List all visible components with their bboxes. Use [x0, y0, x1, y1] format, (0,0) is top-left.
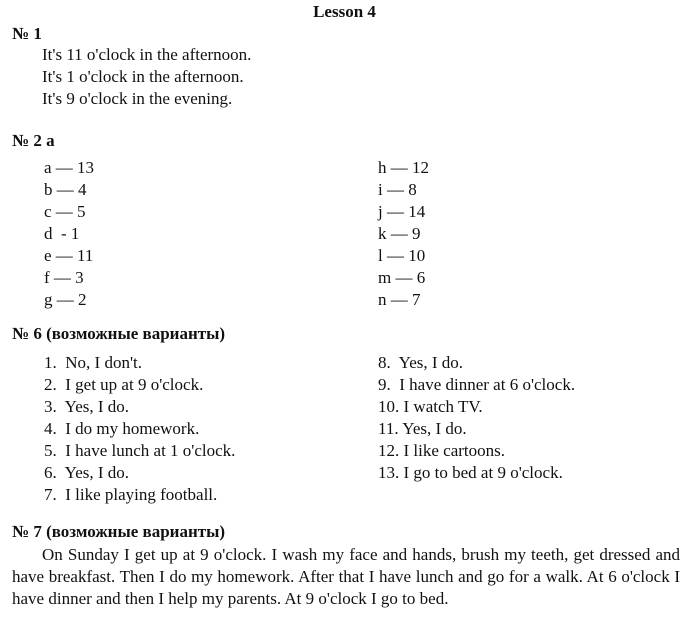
ex6-right-answer: 9. I have dinner at 6 o'clock.	[378, 375, 576, 394]
ex6-right-answer: 12. I like cartoons.	[378, 441, 505, 460]
ex6-left-answer: 1. No, I don't.	[44, 353, 142, 372]
ex6-left-answer: 2. I get up at 9 o'clock.	[44, 375, 204, 394]
ex2-left-item: b — 4	[44, 180, 87, 199]
ex1-line: It's 9 o'clock in the evening.	[42, 89, 233, 108]
lesson-title: Lesson 4	[313, 2, 376, 21]
ex2-left-item: d - 1	[44, 224, 80, 243]
ex1-line: It's 11 o'clock in the afternoon.	[42, 45, 252, 64]
exercise-2a-heading: № 2 a	[12, 131, 55, 150]
ex2-left-item: c — 5	[44, 202, 86, 221]
exercise-1-heading: № 1	[12, 24, 42, 43]
ex6-right-answer: 10. I watch TV.	[378, 397, 483, 416]
ex6-left-answer: 6. Yes, I do.	[44, 463, 130, 482]
ex6-right-answer: 13. I go to bed at 9 o'clock.	[378, 463, 563, 482]
ex2-right-item: k — 9	[378, 224, 421, 243]
ex2-left-item: g — 2	[44, 290, 87, 309]
ex6-left-answer: 3. Yes, I do.	[44, 397, 130, 416]
ex1-line: It's 1 o'clock in the afternoon.	[42, 67, 244, 86]
ex6-left-answer: 7. I like playing football.	[44, 485, 218, 504]
ex2-right-item: h — 12	[378, 158, 429, 177]
ex6-right-answer: 8. Yes, I do.	[378, 353, 464, 372]
ex6-left-answer: 4. I do my homework.	[44, 419, 200, 438]
ex2-left-item: f — 3	[44, 268, 84, 287]
ex2-right-item: m — 6	[378, 268, 426, 287]
ex6-left-answer: 5. I have lunch at 1 o'clock.	[44, 441, 236, 460]
ex2-right-item: n — 7	[378, 290, 421, 309]
ex2-right-item: i — 8	[378, 180, 417, 199]
ex2-right-item: j — 14	[378, 202, 426, 221]
exercise-6-heading: № 6 (возможные варианты)	[12, 324, 226, 343]
ex6-right-answer: 11. Yes, I do.	[378, 419, 467, 438]
ex2-right-item: l — 10	[378, 246, 426, 265]
ex2-left-item: e — 11	[44, 246, 94, 265]
ex7-paragraph: On Sunday I get up at 9 o'clock. I wash my face and hands, brush my teeth, get dressed and have breakfast. Then I do my homework. After that I have lunch and go for a walk. At 6 o'clock I have dinner and then I help my parents. At 9 o'clock I go to bed.	[12, 545, 680, 608]
ex2-left-item: a — 13	[44, 158, 95, 177]
exercise-7-heading: № 7 (возможные варианты)	[12, 522, 226, 541]
